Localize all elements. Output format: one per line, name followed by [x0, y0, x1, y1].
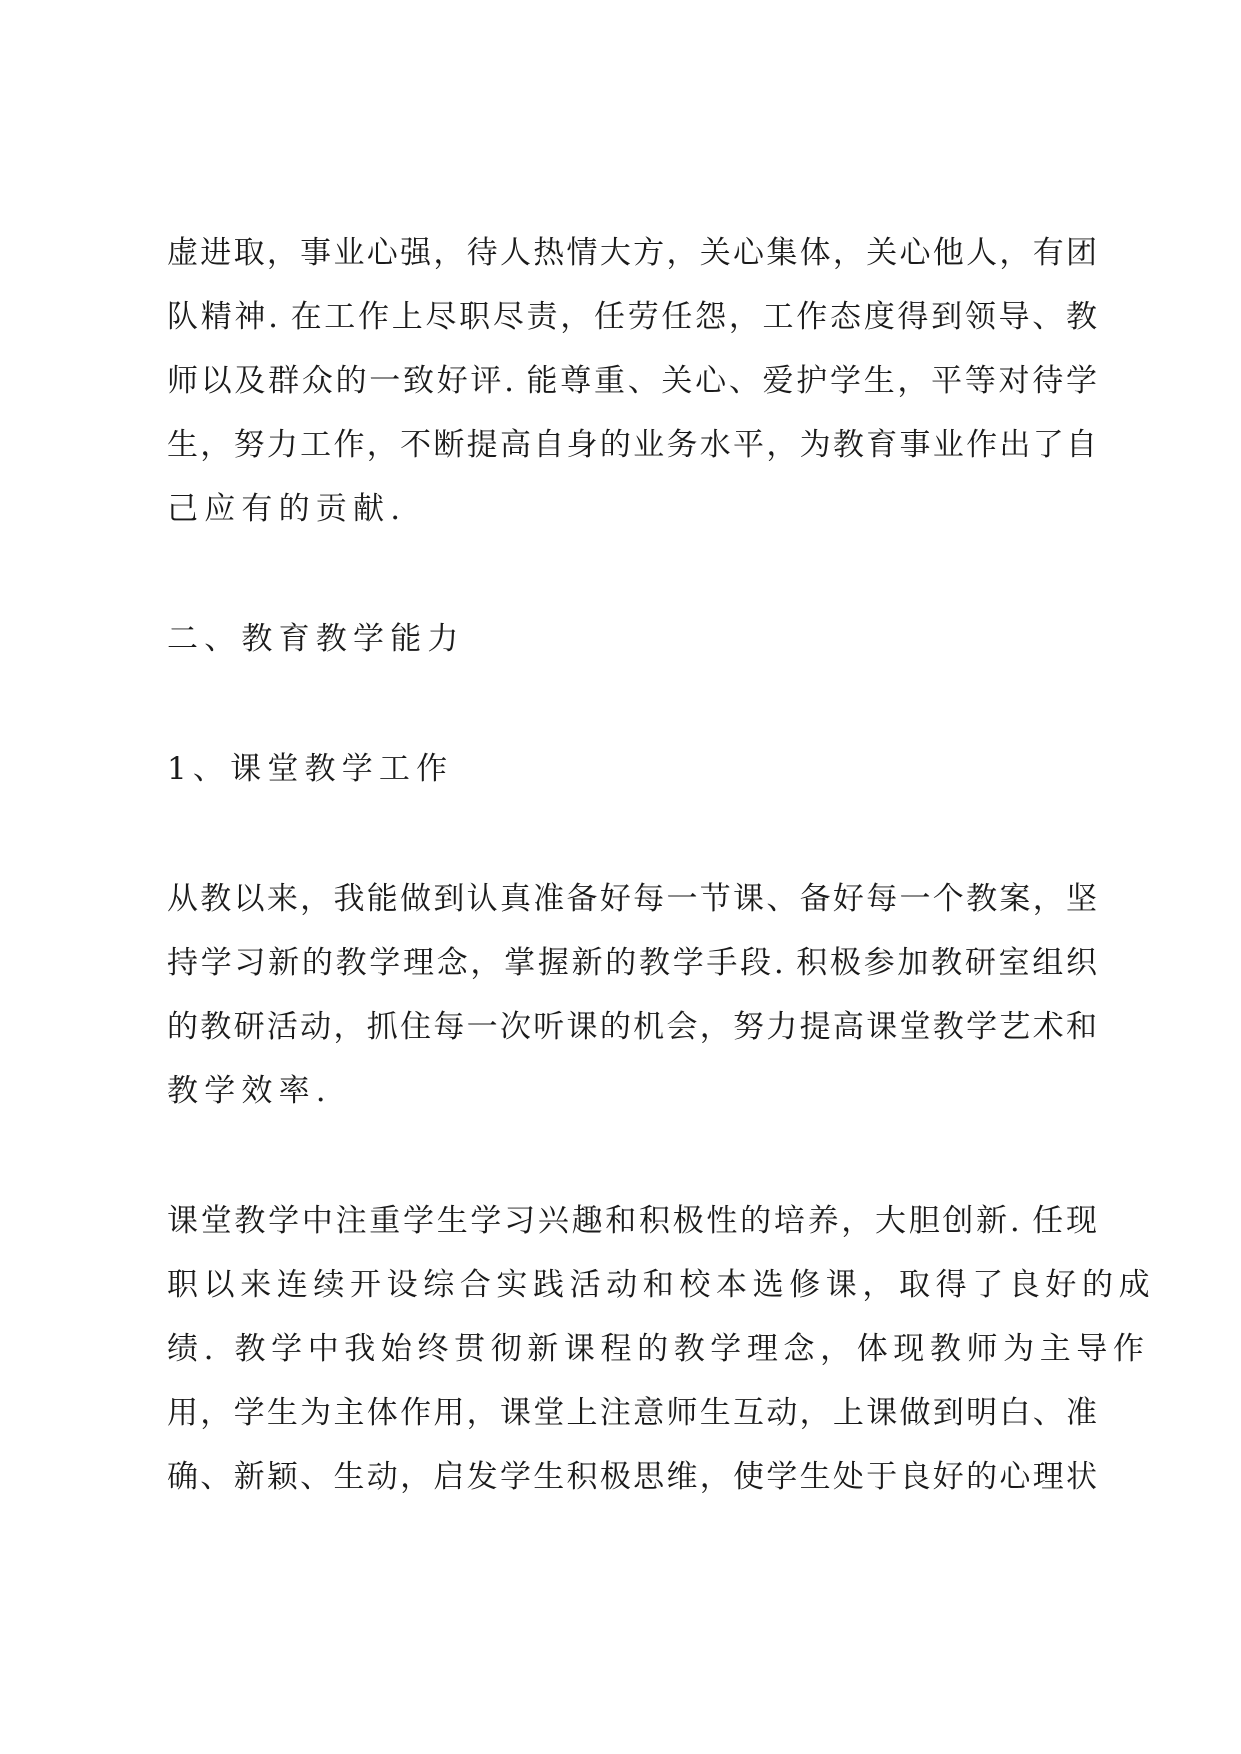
paragraph-line: 队精神. 在工作上尽职尽责，任劳任怨，工作态度得到领导、教: [167, 299, 1097, 335]
paragraph-line: 职以来连续开设综合实践活动和校本选修课，取得了良好的成: [167, 1267, 1156, 1303]
paragraph-line: 确、新颖、生动，启发学生积极思维，使学生处于良好的心理状: [167, 1459, 1097, 1495]
paragraph-line: 的教研活动，抓住每一次听课的机会，努力提高课堂教学艺术和: [167, 1009, 1097, 1045]
section-heading: 二、教育教学能力: [167, 621, 465, 657]
paragraph-line: 用，学生为主体作用，课堂上注意师生互动，上课做到明白、准: [167, 1395, 1097, 1431]
paragraph-line: 师以及群众的一致好评. 能尊重、关心、爱护学生，平等对待学: [167, 363, 1097, 399]
paragraph-line: 虚进取，事业心强，待人热情大方，关心集体，关心他人，有团: [167, 235, 1097, 271]
paragraph-line: 持学习新的教学理念，掌握新的教学手段. 积极参加教研室组织: [167, 945, 1097, 981]
paragraph-line: 课堂教学中注重学生学习兴趣和积极性的培养，大胆创新. 任现: [167, 1203, 1097, 1239]
paragraph-line: 教学效率.: [167, 1073, 332, 1109]
paragraph-line: 己应有的贡献.: [167, 491, 407, 527]
paragraph-line: 生，努力工作，不断提高自身的业务水平，为教育事业作出了自: [167, 427, 1097, 463]
paragraph-line: 从教以来，我能做到认真准备好每一节课、备好每一个教案，坚: [167, 881, 1097, 917]
subsection-heading: 1、课堂教学工作: [167, 751, 454, 787]
paragraph-line: 绩. 教学中我始终贯彻新课程的教学理念，体现教师为主导作: [167, 1331, 1150, 1367]
